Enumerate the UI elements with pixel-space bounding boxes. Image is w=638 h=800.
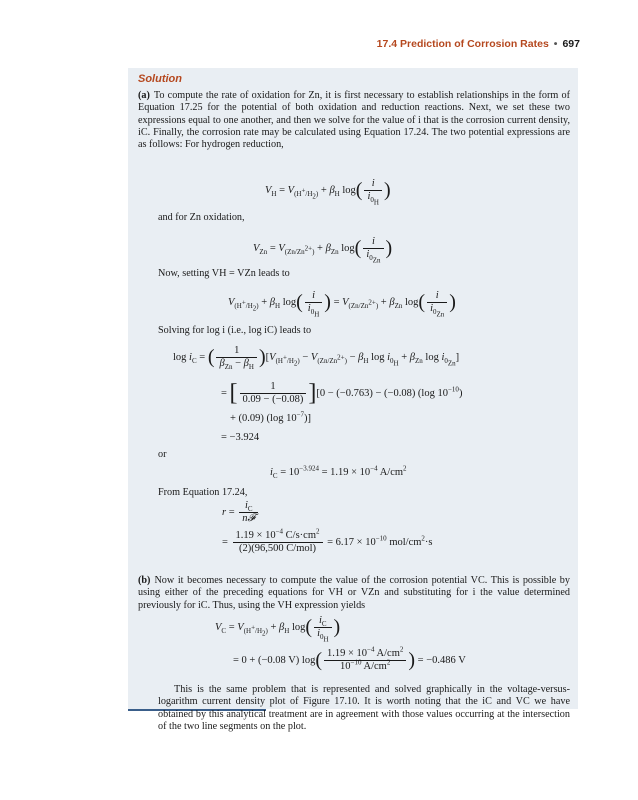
part-b-label: (b): [138, 575, 151, 586]
one-numerator: 1: [216, 345, 256, 358]
setting-intro: Now, setting VH = VZn leads to: [158, 268, 290, 279]
vh-equation: $V_H = V_{(H^+/H_2)} + \beta_H$ log( $\frac{i}{i_{0_H}}$ ): [265, 178, 391, 207]
page-number: 697: [562, 38, 580, 50]
rate-numeric: = $\frac{1.19 \times 10^{-4} C/s\cdot cm^2}{\text{(2)(96,500 C/mol)}}$ = $6.17 \times 10^{-10}$ mol/$cm^2\cdot s$: [222, 527, 433, 554]
solution-heading: Solution: [138, 73, 182, 85]
part-a-label: (a): [138, 90, 150, 101]
from-equation: From Equation 17.24,: [158, 487, 248, 498]
equality-equation: $V_{(H^+/H_2)} + \beta_H$ log( $\frac{i}{i_{0_H}}$ ) = $V_{(Zn/Zn^{2+})} + \beta_{Zn}$ log( $\frac{i}{i_{0_{Zn}}}$ ): [228, 290, 456, 319]
zn-intro: and for Zn oxidation,: [158, 212, 245, 223]
log-ic-equation: $\log i_C$ = ( $\frac{1}{\beta_{Zn} - \beta_H}$ )[$V_{(H^+/H_2)} - V_{(Zn/Zn^{2+})} - \beta_H$ $\log i_{0_H} + \beta_{Zn}$ $\log i_{0_{Zn}}$]: [173, 345, 460, 372]
solving-intro: Solving for log i (i.e., log iC) leads to: [158, 325, 312, 336]
or-word: or: [158, 449, 167, 460]
rate-formula: r = $\frac{i_C}{\text{n𝓕}}$: [222, 500, 260, 525]
closing-paragraph: This is the same problem that is represented and solved graphically in the voltage-versus-logarithm current density plot of Figure 17.10. It is worth noting that the iC and VC we have obtained by this analytical treatment are in agreement with those values occurring at the intersection of the two line segments on the plot.: [158, 684, 570, 732]
running-header: [0, 38, 580, 50]
vc-equation: $V_C = V_{(H^+/H_2)} + \beta_H$ log( $\frac{i_C}{i_{0_H}}$ ): [215, 615, 341, 644]
log-result: = −3.924: [221, 432, 260, 443]
vc-numeric: = 0 + (−0.08 V) log( $\frac{1.19 \times 10^{-4} A/cm^2}{10^{-10} A/cm^2}$ ) = −0.486 V: [233, 645, 466, 672]
vzn-equation: $V_{Zn} = V_{(Zn/Zn^{2+})} + \beta_{Zn}$ log( $\frac{i}{i_{0_{Zn}}}$ ): [253, 236, 393, 265]
ic-result-equation: $i_C = 10^{-3.924} = 1.19 \times 10^{-4}$ $A/cm^2$: [270, 464, 407, 481]
part-a-text: To compute the rate of oxidation for Zn, it is first necessary to establish relationships in the form of Equation 17.25 for the potential of both oxidation and reduction reactions. Next, we set these two expressions equal to one another, and then we solve for the value of i that is the corrosion current density, iC. Finally, the corrosion rate may be calculated using Equation 17.24. The two potential expressions are as follows: For hydrogen reduction,: [138, 90, 570, 151]
fraction-denominator: 0.09 − (−0.08): [242, 394, 304, 405]
section-title: 17.4 Prediction of Corrosion Rates: [376, 38, 549, 50]
part-b-paragraph: [138, 575, 570, 612]
numeric-line-continued: + (0.09) (log $10^{-7}$)]: [230, 410, 312, 424]
part-a-paragraph: [138, 90, 570, 151]
part-b-text: Now it becomes necessary to compute the value of the corrosion potential VC. This is possible by using either of the preceding equations for VH or VZn and substituting for i the value determined previously for iC. Thus, using the VH expression yields: [138, 575, 570, 611]
numeric-line: = [ $\frac{1}{0.09 - (-0.08)}$ ][0 − (−0.763) − (−0.08) (log $10^{-10}$): [221, 380, 463, 406]
header-separator: •: [553, 38, 558, 50]
